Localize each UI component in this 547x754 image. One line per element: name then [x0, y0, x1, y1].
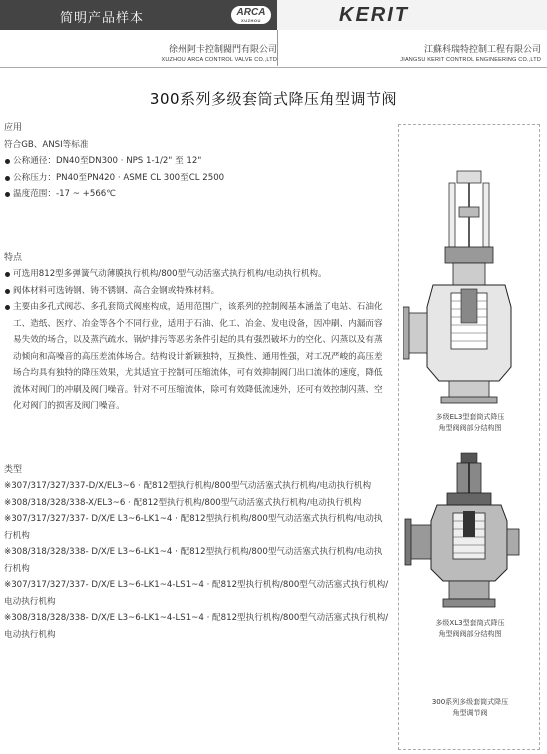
header-divider: [277, 30, 278, 66]
header-title: 简明产品样本: [60, 11, 145, 26]
figure2-caption-line1: 多级XL3型套筒式降压: [435, 619, 505, 627]
application-item: 公称通径：DN40至DN300 · NPS 1-1/2" 至 12": [4, 153, 389, 170]
arca-logo-text: ARCA: [236, 7, 266, 18]
company-right-en: JIANGSU KERIT CONTROL ENGINEERING CO.,LTD: [400, 57, 541, 63]
types-heading: 类型: [4, 464, 23, 475]
type-item: ※308/318/328/338-X/EL3~6 · 配812型执行机构/800型气动活塞式执行机构/电动执行机构: [4, 497, 362, 508]
arca-logo: [231, 6, 271, 24]
figure-column: [398, 124, 540, 750]
main-content: [4, 120, 389, 643]
feature-item: 阀体材料可选铸钢、铸不锈钢、高合金钢或特殊材料。: [4, 283, 389, 300]
header-left: [0, 0, 277, 30]
header-rule: [0, 67, 547, 68]
figure3-caption-line2: 角型调节阀: [452, 709, 488, 717]
type-item: ※308/318/328/338- D/X/E L3~6-LK1~4-LS1~4 · 配812型执行机构/800型气动活塞式执行机构/电动执行机构: [4, 613, 389, 640]
application-item: 温度范围：-17 ~ +566℃: [4, 186, 389, 203]
figure1-caption-line2: 角型阀阀部分结构图: [438, 424, 502, 432]
type-item: ※307/317/327/337-D/X/EL3~6 · 配812型执行机构/800型气动活塞式执行机构/电动执行机构: [4, 481, 372, 491]
header-right: [277, 0, 547, 30]
figure2-caption-line2: 角型阀阀部分结构图: [438, 630, 502, 638]
valve-el3-cross-section: [403, 167, 535, 407]
valve-xl3-cross-section: [403, 451, 535, 611]
company-left-cn: 徐州阿卡控制閥門有限公司: [168, 45, 277, 55]
company-right-cn: 江蘇科瑞特控制工程有限公司: [423, 45, 541, 55]
application-item: 公称压力：PN40至PN420 · ASME CL 300至CL 2500: [4, 170, 389, 187]
page-title: 300系列多级套筒式降压角型调节阀: [149, 90, 398, 108]
company-left: [162, 42, 278, 63]
figure2-caption: [399, 618, 541, 640]
feature-item: 主要由多孔式阀芯、多孔套筒式阀座构成，适用范围广，该系列的控制阀基本涵盖了电站、石油化工、造纸、医疗、冶金等各个不同行业，适用于石油、化工、冶金、发电设备，因冲刷、内漏而容易失效的场合，以及蒸汽疏水、锅炉排污等恶劣条件引起的具有强烈破坏力的空化、闪蒸以及有蒸动倾向和高噪音的高压差流体场合。结构设计新颖独特，互换性、通用性强，对工况严峻的高压差场合均具有独特的降压效果，尤其适宜于控制可压缩流体，可有效抑制阀门出口流体的速度，降低流体对阀门的冲刷及阀门噪音。针对不可压缩流体，除可有效降低流速外，还可有效控制闪蒸、空化对阀门的损害及阀门噪音。: [4, 299, 389, 415]
type-item: ※307/317/327/337- D/X/E L3~6-LK1~4 · 配812型执行机构/800型气动活塞式执行机构/电动执行机构: [4, 514, 383, 541]
figure1-caption-line1: 多级EL3型套筒式降压: [435, 413, 505, 421]
application-standard: 符合GB、ANSI等标准: [4, 139, 89, 150]
type-item: ※308/318/328/338- D/X/E L3~6-LK1~4 · 配812型执行机构/800型气动活塞式执行机构/电动执行机构: [4, 547, 383, 574]
kerit-logo: KERIT: [339, 4, 409, 26]
figure3-caption-line1: 300系列多级套筒式降压: [431, 698, 509, 706]
figure3-caption: [399, 697, 541, 719]
application-heading: 应用: [4, 123, 23, 133]
feature-item: 可选用812型多弹簧气动薄膜执行机构/800型气动活塞式执行机构/电动执行机构。: [4, 266, 389, 283]
company-left-en: XUZHOU ARCA CONTROL VALVE CO.,LTD: [161, 57, 277, 63]
arca-logo-sub: XUZHOU: [241, 18, 261, 23]
type-item: ※307/317/327/337- D/X/E L3~6-LK1~4-LS1~4 · 配812型执行机构/800型气动活塞式执行机构/电动执行机构: [4, 580, 389, 607]
header-bar: [0, 0, 547, 30]
figure1-caption: [399, 412, 541, 434]
company-right: [400, 42, 541, 63]
features-heading: 特点: [4, 252, 23, 263]
